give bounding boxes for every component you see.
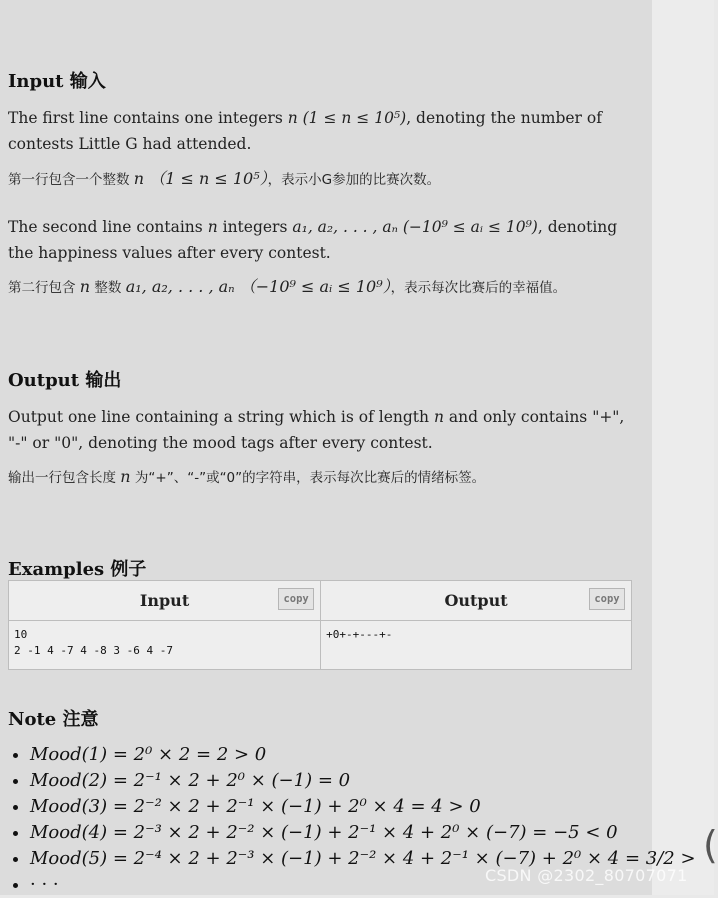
csdn-watermark: CSDN @2302_80707071 — [485, 866, 688, 885]
input-line2-zh: 第二行包含 n 整数 a₁, a₂, . . . , aₙ （−10⁹ ≤ aᵢ ≤ 10⁹），表示每次比赛后的幸福值。 — [8, 277, 567, 296]
output-heading: Output 输出 — [8, 370, 122, 391]
output-line-en: Output one line containing a string which is of length n and only contains "+", "-" or "0", denoting the mood tags after every contest. — [8, 408, 625, 452]
input-line2-en: The second line contains n integers a₁, a₂, . . . , aₙ (−10⁹ ≤ aᵢ ≤ 10⁹), denoting the happiness values after every contest. — [8, 218, 618, 262]
edge-fragment: ( — [703, 823, 718, 867]
note-item-5: • Mood(5) = 2⁻⁴ × 2 + 2⁻³ × (−1) + 2⁻² × 4 + 2⁻¹ × (−7) + 2⁰ × 4 = 3/2 > — [30, 846, 710, 872]
example-output-value: +0+-+---+- — [321, 621, 632, 670]
examples-table — [8, 580, 632, 670]
input-header-label: Input — [139, 591, 190, 610]
output-column-header — [321, 581, 632, 621]
input-heading: Input 输入 — [8, 71, 106, 92]
input-line1-en: The first line contains one integers n (1 ≤ n ≤ 10⁵), denoting the number of contests Little G had attended. — [8, 109, 602, 153]
examples-header-row — [9, 581, 632, 621]
note-heading: Note 注意 — [8, 709, 99, 730]
example-input-value: 10 2 -1 4 -7 4 -8 3 -6 4 -7 — [9, 621, 321, 670]
note-item-2: • Mood(2) = 2⁻¹ × 2 + 2⁰ × (−1) = 0 — [30, 768, 710, 794]
note-item-4: • Mood(4) = 2⁻³ × 2 + 2⁻² × (−1) + 2⁻¹ × 4 + 2⁰ × (−7) = −5 < 0 — [30, 820, 710, 846]
output-header-label: Output — [444, 591, 508, 610]
copy-output-button[interactable]: copy — [589, 588, 625, 610]
examples-data-row — [9, 621, 632, 670]
examples-heading: Examples 例子 — [8, 559, 147, 580]
note-item-3: • Mood(3) = 2⁻² × 2 + 2⁻¹ × (−1) + 2⁰ × 4 = 4 > 0 — [30, 794, 710, 820]
input-line1-zh: 第一行包含一个整数 n （1 ≤ n ≤ 10⁵），表示小G参加的比赛次数。 — [8, 169, 441, 188]
output-line-zh: 输出一行包含长度 n 为“+”、“-”或“0”的字符串，表示每次比赛后的情绪标签。 — [8, 467, 486, 486]
note-item-1: • Mood(1) = 2⁰ × 2 = 2 > 0 — [30, 742, 710, 768]
copy-input-button[interactable]: copy — [278, 588, 314, 610]
input-column-header — [9, 581, 321, 621]
note-item-ellipsis: • · · · — [30, 872, 710, 898]
